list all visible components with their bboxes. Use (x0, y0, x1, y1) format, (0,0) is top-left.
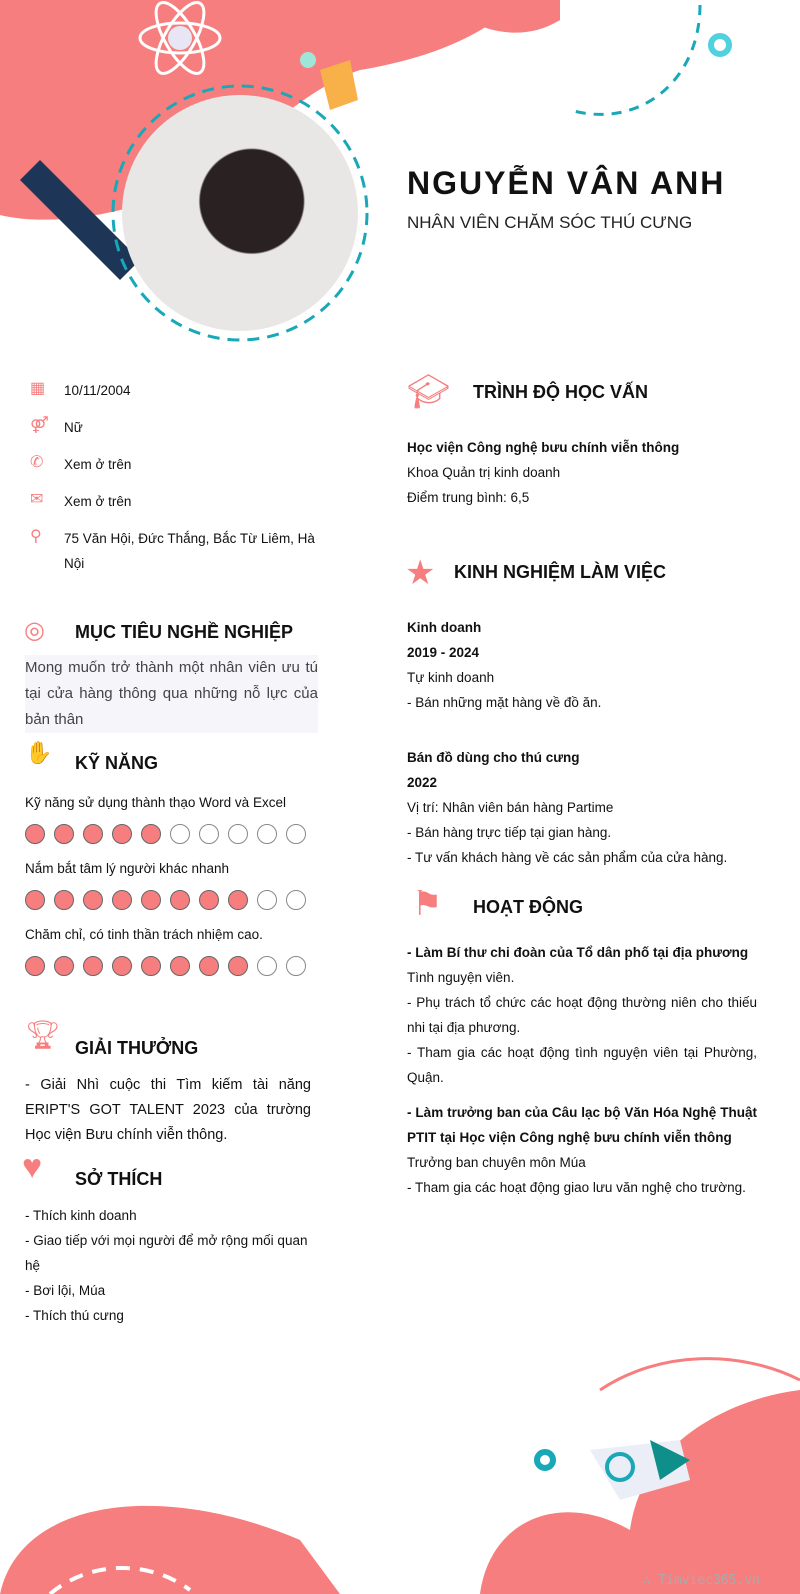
objective-text: Mong muốn trở thành một nhân viên ưu tú tại cửa hàng thông qua những nỗ lực của bản thân (25, 655, 318, 733)
skill-dot (199, 824, 219, 844)
contact-gender: ⚤ Nữ (30, 415, 320, 452)
skill-dot (112, 824, 132, 844)
skill-name: Kỹ năng sử dụng thành thạo Word và Excel (25, 795, 286, 810)
phone-icon: ✆ (30, 454, 44, 471)
skill-dot (141, 890, 161, 910)
skill-rating (25, 890, 306, 910)
job-detail: - Bán hàng trực tiếp tại gian hàng. (407, 825, 612, 840)
skill-dot (228, 890, 248, 910)
faculty: Khoa Quản trị kinh doanh (407, 465, 561, 480)
activity-line: Tình nguyện viên. (407, 970, 515, 985)
skill-dot (25, 824, 45, 844)
job-period: 2022 (407, 775, 438, 790)
activity-title: - Làm Bí thư chi đoàn của Tổ dân phố tại địa phương (407, 945, 749, 960)
job-title: NHÂN VIÊN CHĂM SÓC THÚ CƯNG (407, 213, 693, 232)
gpa: Điểm trung bình: 6,5 (407, 490, 530, 505)
gender-icon: ⚤ (30, 417, 49, 434)
skill-dot (257, 824, 277, 844)
activity-entry (407, 1100, 757, 1200)
hobby-item: - Giao tiếp với mọi người để mở rộng mối quan hệ (25, 1233, 308, 1273)
contact-address: ⚲ 75 Văn Hội, Đức Thắng, Bắc Từ Liêm, Hà Nội (30, 526, 320, 576)
skill-name: Nắm bắt tâm lý người khác nhanh (25, 861, 229, 876)
skill-dot (170, 824, 190, 844)
calendar-icon: ▦ (30, 380, 46, 397)
skill-dot (199, 890, 219, 910)
skill-dot (257, 956, 277, 976)
job-company: Kinh doanh (407, 620, 482, 635)
hobbies-list (25, 1203, 320, 1328)
hobby-item: - Thích thú cưng (25, 1308, 124, 1323)
job-period: 2019 - 2024 (407, 645, 480, 660)
experience-heading: KINH NGHIỆM LÀM VIỆC (454, 562, 667, 582)
hobby-item: - Thích kinh doanh (25, 1208, 137, 1223)
skills-list (25, 790, 306, 988)
skill-dot (170, 956, 190, 976)
location-icon: ⚲ (30, 528, 42, 545)
skill-dot (199, 956, 219, 976)
activity-line: Trưởng ban chuyên môn Múa (407, 1155, 586, 1170)
graduation-cap-icon: 🎓︎ (407, 373, 451, 411)
footer-decoration (0, 1340, 800, 1594)
skills-heading: KỸ NĂNG (75, 753, 159, 773)
activities-block (407, 940, 757, 1200)
skill-dot (141, 824, 161, 844)
hobbies-heading: SỞ THÍCH (75, 1169, 163, 1189)
skill-dot (228, 824, 248, 844)
email-icon: ✉ (30, 491, 44, 508)
skill-name: Chăm chỉ, có tinh thần trách nhiệm cao. (25, 927, 263, 942)
avatar (122, 95, 358, 331)
skill-dot (25, 956, 45, 976)
watermark: ∴ Timviec365.vn (642, 1573, 760, 1588)
skill-dot (228, 956, 248, 976)
skill-dot (83, 890, 103, 910)
activity-line: - Tham gia các hoạt động tình nguyện viên tại Phường, Quận. (407, 1045, 757, 1085)
activity-line: - Tham gia các hoạt động giao lưu văn nghệ cho trường. (407, 1180, 746, 1195)
skill-dot (112, 890, 132, 910)
activity-entry (407, 940, 757, 1090)
skill-dot (54, 890, 74, 910)
skill-dot (170, 890, 190, 910)
experience-block (407, 615, 762, 870)
skill-dot (286, 956, 306, 976)
school-name: Học viện Công nghệ bưu chính viễn thông (407, 440, 680, 455)
flag-icon: ⚑ (412, 885, 443, 923)
job-detail: - Tư vấn khách hàng về các sản phẩm của cửa hàng. (407, 850, 728, 865)
objective-heading: MỤC TIÊU NGHỀ NGHIỆP (75, 622, 294, 642)
candidate-name: NGUYỄN VÂN ANH (407, 165, 726, 201)
job-role: Vị trí: Nhân viên bán hàng Partime (407, 800, 614, 815)
skill-dot (286, 824, 306, 844)
activity-line: - Phụ trách tổ chức các hoạt động thường niên cho thiếu nhi tại địa phương. (407, 995, 757, 1035)
skill-dot (54, 824, 74, 844)
activity-title: - Làm trưởng ban của Câu lạc bộ Văn Hóa Nghệ Thuật PTIT tại Học viện Công nghệ bưu chính viễn thông (407, 1105, 757, 1145)
contact-email: ✉ Xem ở trên (30, 489, 320, 526)
skill-dot (141, 956, 161, 976)
skill-dot (257, 890, 277, 910)
education-block (407, 435, 762, 510)
job-entry (407, 745, 762, 870)
job-role: Tự kinh doanh (407, 670, 495, 685)
awards-heading: GIẢI THƯỞNG (75, 1038, 199, 1058)
contact-dob: ▦ 10/11/2004 (30, 378, 320, 415)
job-entry (407, 615, 762, 715)
education-heading: TRÌNH ĐỘ HỌC VẤN (473, 382, 648, 402)
contact-phone: ✆ Xem ở trên (30, 452, 320, 489)
contact-list (30, 378, 320, 576)
skill-dot (54, 956, 74, 976)
activities-heading: HOẠT ĐỘNG (473, 897, 583, 917)
skill-rating (25, 824, 306, 844)
star-icon: ★ (405, 554, 436, 592)
skill-dot (83, 824, 103, 844)
job-detail: - Bán những mặt hàng về đồ ăn. (407, 695, 602, 710)
awards-text: - Giải Nhì cuộc thi Tìm kiếm tài năng ERIPT'S GOT TALENT 2023 của trường Học viện Bưu chính viễn thông. (25, 1077, 311, 1143)
skill-dot (286, 890, 306, 910)
target-icon: ◎ (24, 617, 45, 644)
hand-icon: ✋ (25, 740, 53, 765)
skill-rating (25, 956, 306, 976)
skill-dot (83, 956, 103, 976)
skill-dot (25, 890, 45, 910)
hobby-item: - Bơi lội, Múa (25, 1283, 106, 1298)
heart-icon: ♥ (22, 1148, 43, 1186)
skill-dot (112, 956, 132, 976)
job-company: Bán đồ dùng cho thú cưng (407, 750, 580, 765)
trophy-icon: 🏆︎ (25, 1019, 61, 1050)
